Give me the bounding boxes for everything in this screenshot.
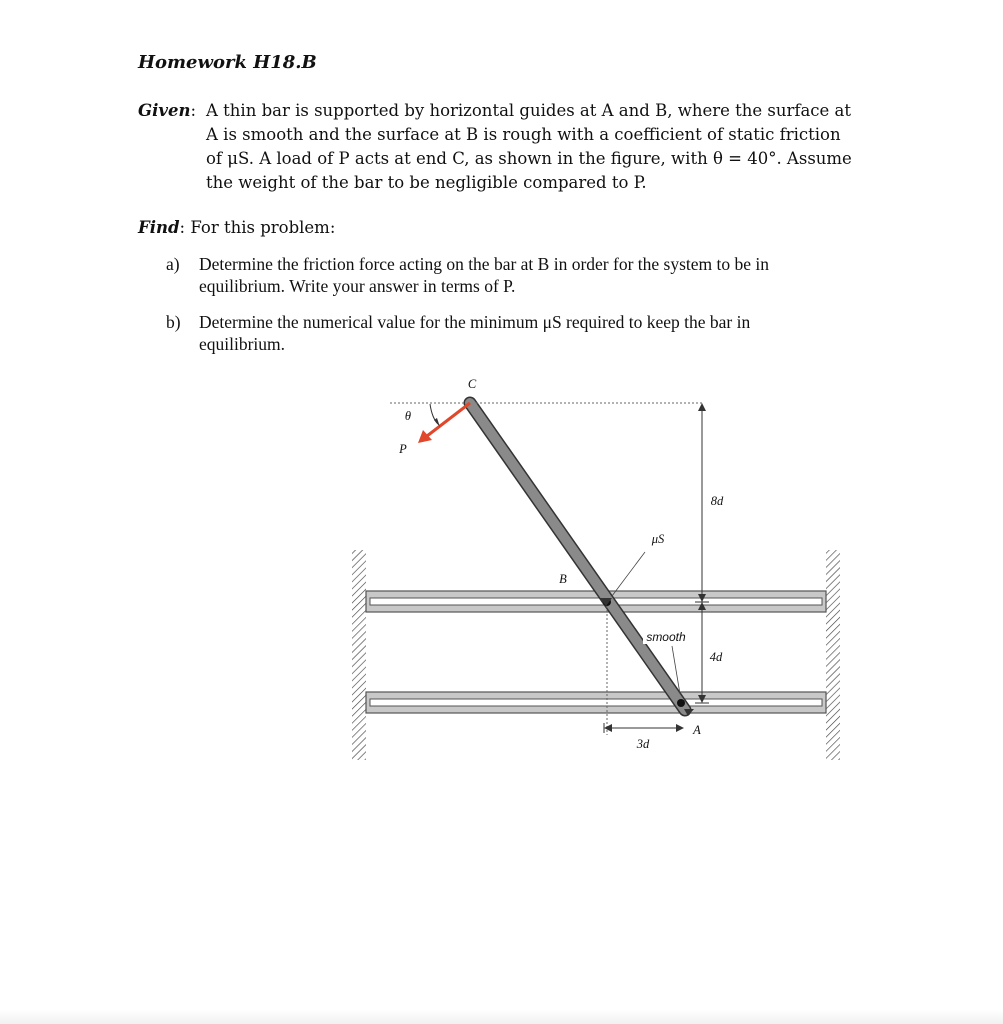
page-bottom-shade (0, 1010, 1003, 1024)
given-line-4: the weight of the bar to be negligible compared to P. (206, 173, 647, 192)
upper-guide-slot (370, 598, 822, 605)
pin-a (677, 699, 685, 707)
label-a: A (693, 723, 701, 737)
bar (470, 403, 685, 710)
dim-3d-right-arrow (676, 724, 684, 732)
question-a-tag: a) (166, 254, 180, 274)
label-c: C (467, 377, 477, 391)
mu-leader (612, 552, 645, 596)
given-line-2: A is smooth and the surface at B is rough with a coefficient of static friction (206, 125, 841, 144)
question-a-line-1: Determine the friction force acting on the bar at B in order for the system to be in (199, 254, 770, 274)
label-4d: 4d (709, 650, 723, 664)
label-mu-s: μS (651, 532, 665, 546)
label-smooth: smooth (646, 630, 686, 644)
dim-top-arrow (698, 403, 706, 411)
given-line-3: of μS. A load of P acts at end C, as shown in the figure, with θ = 40°. Assume (206, 149, 852, 168)
find-text: : For this problem: (179, 218, 336, 237)
label-3d: 3d (636, 737, 650, 751)
left-wall (352, 550, 366, 760)
find-label: Find (138, 218, 180, 237)
lower-guide-slot (370, 699, 822, 706)
label-8d: 8d (710, 494, 724, 508)
dim-3d-left-arrow (604, 724, 612, 732)
question-b-line-2: equilibrium. (199, 334, 286, 354)
given-label: Given: (138, 101, 197, 120)
lower-guide (366, 692, 826, 713)
load-p-shaft (427, 403, 470, 436)
label-theta: θ (404, 409, 412, 423)
homework-title: Homework H18.B (138, 52, 317, 73)
question-b-tag: b) (166, 312, 181, 332)
right-wall (826, 550, 840, 760)
label-b: B (559, 572, 567, 586)
given-line-1: A thin bar is supported by horizontal guides at A and B, where the surface at (206, 101, 852, 120)
label-p: P (399, 442, 407, 456)
question-a-line-2: equilibrium. Write your answer in terms of P. (199, 276, 516, 296)
question-b-line-1: Determine the numerical value for the minimum μS required to keep the bar in (199, 312, 751, 332)
